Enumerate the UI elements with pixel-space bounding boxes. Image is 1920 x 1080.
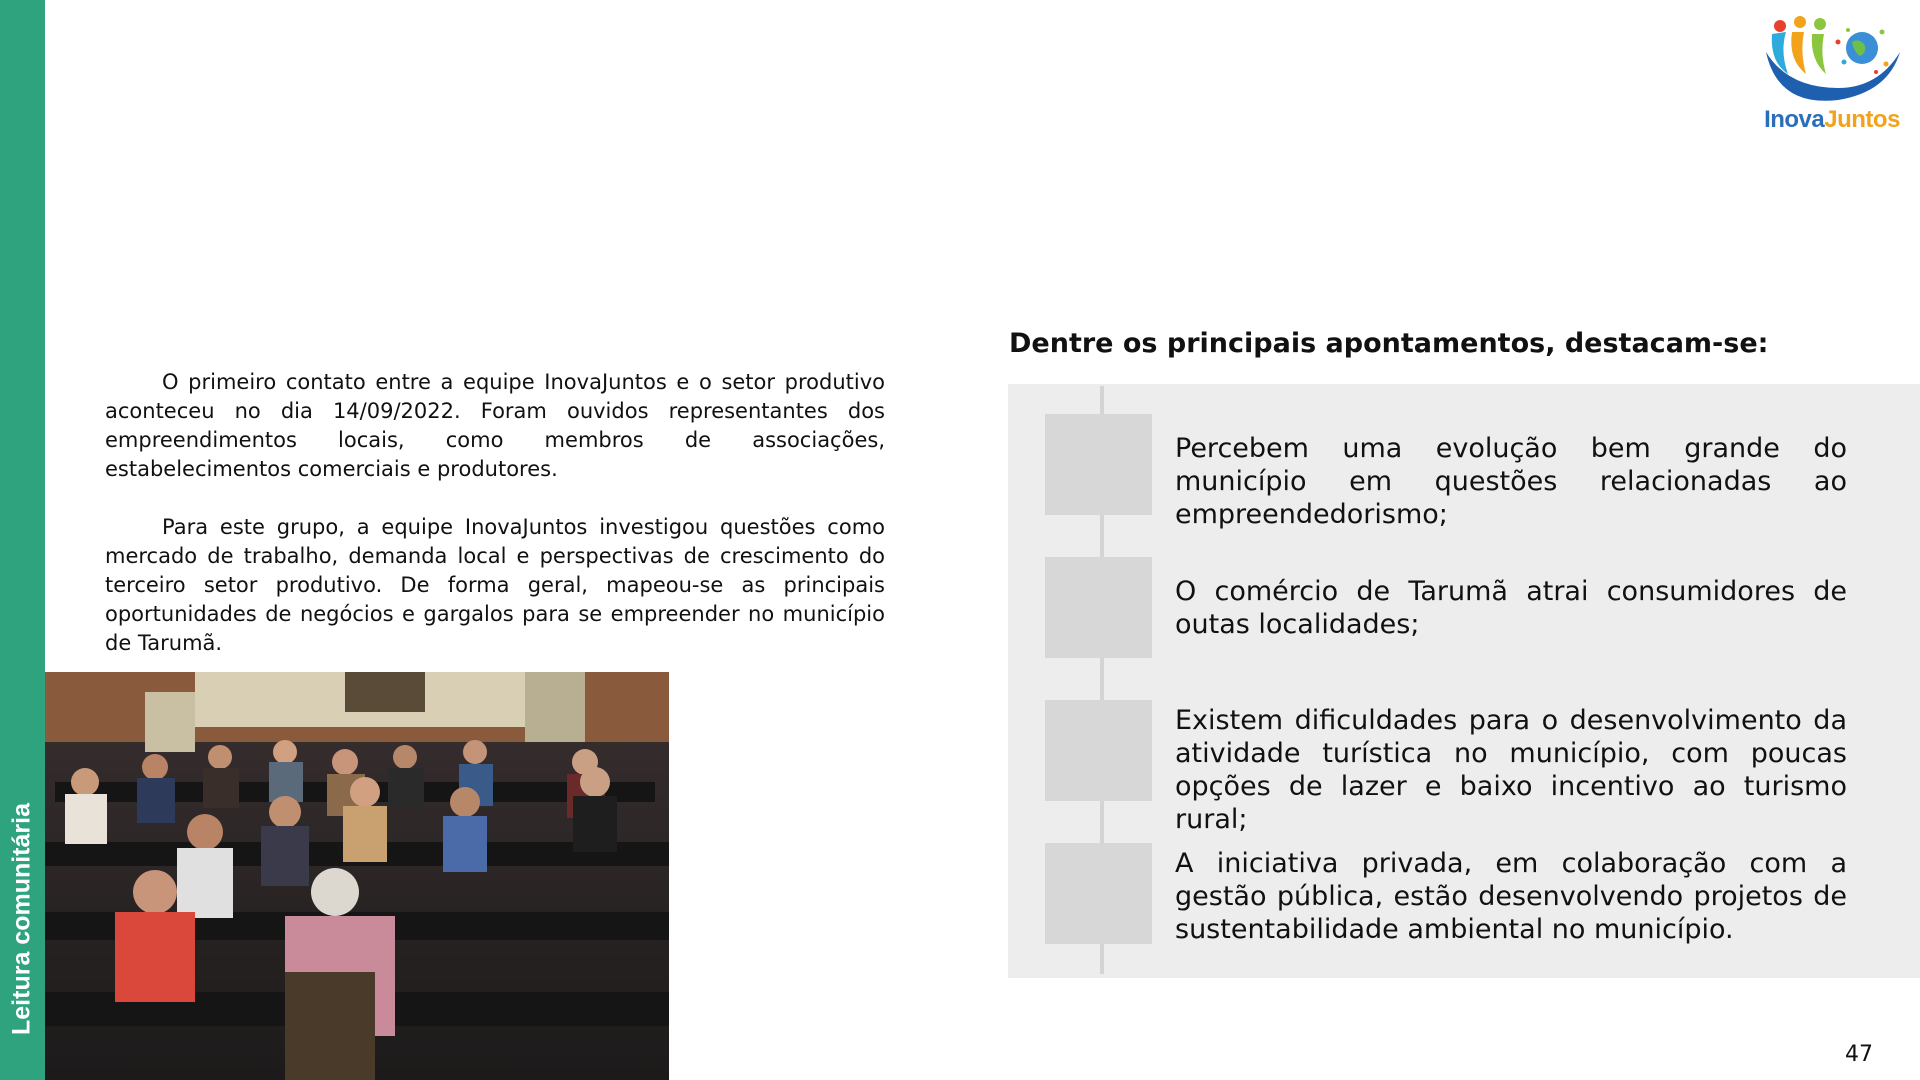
highlight-item-2: O comércio de Tarumã atrai consumidores de outas localidades; xyxy=(1175,576,1847,640)
intro-paragraph-1: O primeiro contato entre a equipe InovaJuntos e o setor produtivo aconteceu no dia 14/09/2022. Foram ouvidos representantes dos empreendimentos locais, como membros de associações, estabelecimentos comerciais e produtores. xyxy=(105,370,885,481)
highlight-item-3: Existem dificuldades para o desenvolvimento da atividade turística no município, com poucas opções de lazer e baixo incentivo ao turismo rural; xyxy=(1175,705,1847,835)
timeline-marker-2 xyxy=(1045,557,1152,658)
page-number: 47 xyxy=(1845,1042,1873,1067)
intro-paragraph-2: Para este grupo, a equipe InovaJuntos investigou questões como mercado de trabalho, demanda local e perspectivas de crescimento do terceiro setor produtivo. De forma geral, mapeou-se as principais oportunidades de negócios e gargalos para se empreender no município de Tarumã. xyxy=(105,515,885,655)
inovajuntos-logo xyxy=(1758,12,1906,137)
sidebar xyxy=(0,0,45,1080)
highlights-heading: Dentre os principais apontamentos, destacam-se: xyxy=(1009,328,1769,359)
highlight-item-1: Percebem uma evolução bem grande do município em questões relacionadas ao empreendedorismo; xyxy=(1175,433,1847,530)
logo-wordmark: InovaJuntos xyxy=(1764,106,1900,133)
intro-text xyxy=(105,368,885,687)
highlight-item-4: A iniciativa privada, em colaboração com a gestão pública, estão desenvolvendo projetos de sustentabilidade ambiental no município. xyxy=(1175,848,1847,945)
timeline-marker-4 xyxy=(1045,843,1152,944)
logo-emblem-icon xyxy=(1758,12,1906,112)
timeline-marker-1 xyxy=(1045,414,1152,515)
meeting-photo xyxy=(45,672,669,1080)
sidebar-label: Leitura comunitária xyxy=(7,803,36,1035)
timeline-marker-3 xyxy=(1045,700,1152,801)
